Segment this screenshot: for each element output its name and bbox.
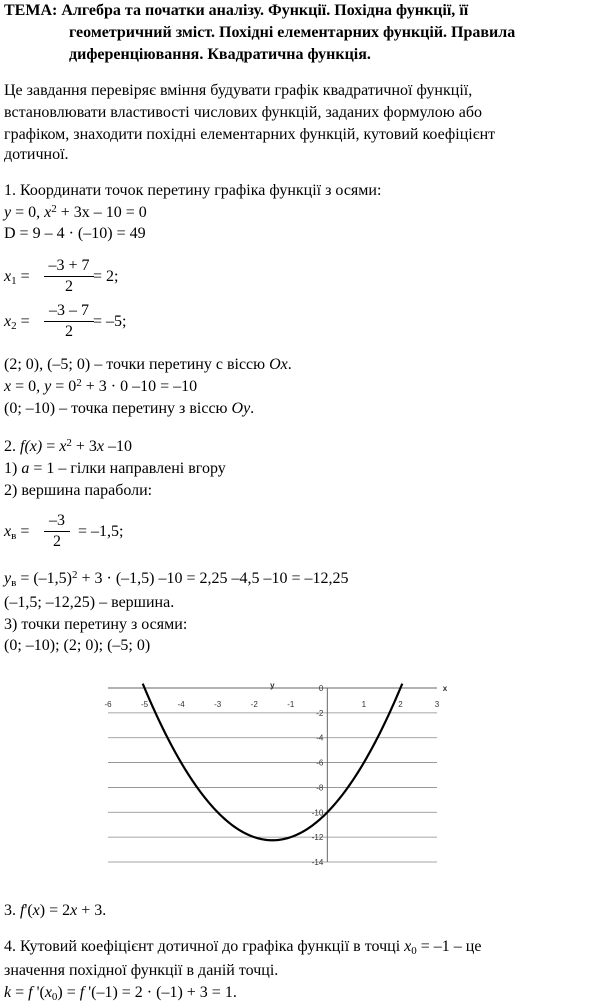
s2-item-1: 1) a = 1 – гілки направлені вгору bbox=[4, 460, 226, 477]
x-tick-label-1: -5 bbox=[140, 700, 149, 709]
chart-grid bbox=[108, 688, 437, 862]
xv-fraction: $\frac{-3}{2}$ bbox=[44, 512, 70, 551]
x-tick-label-4: -2 bbox=[250, 700, 258, 709]
chart-axes bbox=[108, 688, 437, 862]
intro-line-1: Це завдання перевіряє вміння будувати графік квадратичної функції, bbox=[4, 82, 473, 99]
topic-label: ТЕМА: bbox=[4, 2, 58, 19]
s1-equation: y = 0, $x^2 + 3x - 10 = 0$ bbox=[4, 203, 147, 221]
s3-derivative: 3. f'(x) = 2x + 3. bbox=[4, 902, 107, 919]
oy-point: (0; –10) – точка перетину з віссю Oy. bbox=[4, 400, 255, 417]
y-tick-label-5: -10 bbox=[311, 808, 324, 818]
yv-calc: $y_в = (-1,5)^2 + 3 \cdot (-1,5) -10 = 2,25$ –4,5 –10 = –12,25 bbox=[4, 569, 349, 589]
x-axis-label: x bbox=[442, 684, 448, 693]
x-tick-label-2: -4 bbox=[177, 700, 185, 709]
x1-result: = 2; bbox=[93, 268, 119, 285]
xv-result: = –1,5; bbox=[78, 523, 124, 540]
s2-item-2: 2) вершина параболи: bbox=[4, 482, 153, 499]
y-tick-label-7: -14 bbox=[311, 858, 324, 867]
xv-label: $x_в$ = bbox=[4, 523, 30, 542]
x-tick-label-3: -3 bbox=[214, 700, 222, 709]
y-axis-label: y bbox=[270, 681, 275, 690]
y-tick-label-4: -8 bbox=[316, 783, 324, 793]
s4-line-2: значення похідної функції в даній точці. bbox=[4, 962, 279, 979]
s4-line-3: k = f '$(x_0) = f$ '(–1) = 2 · (–1) + 3 = 1. bbox=[4, 984, 237, 1003]
s4-line-1: 4. Кутовий коефіцієнт дотичної до графіка функції в точці $x_0 = -1$ – це bbox=[4, 938, 482, 957]
x2-result: = –5; bbox=[93, 313, 127, 330]
y-tick-label-2: -4 bbox=[316, 733, 324, 743]
y-tick-label-1: -2 bbox=[316, 708, 324, 718]
x2-label: $x_2$ = bbox=[4, 313, 30, 332]
x1-label: $x_1$ = bbox=[4, 268, 30, 287]
x0-calc: x = 0, $y = 0^2 + 3 \cdot 0$ –10 = –10 bbox=[4, 377, 198, 395]
s2-title: 2. $f(x) = x^2 + 3x$ –10 bbox=[4, 437, 132, 455]
x-tick-label-5: -1 bbox=[287, 700, 295, 709]
x-tick-label-7: 1 bbox=[361, 700, 367, 709]
x2-fraction: $\frac{-3 - 7}{2}$ bbox=[44, 302, 94, 341]
s2-item-3-points: (0; –10); (2; 0); (–5; 0) bbox=[4, 637, 151, 654]
intro-line-4: дотичної. bbox=[4, 146, 69, 163]
x-tick-label-0: -6 bbox=[104, 700, 112, 709]
vertex-line: (–1,5; –12,25) – вершина. bbox=[4, 594, 175, 611]
parabola-chart bbox=[100, 680, 455, 875]
y-tick-label-6: -12 bbox=[311, 833, 324, 843]
topic-line-1: Алгебра та початки аналізу. Функції. Похідна функції, її bbox=[61, 2, 469, 19]
s1-discriminant: D = 9 – 4 · (–10) = 49 bbox=[4, 225, 146, 242]
y-tick-label-0: 0 bbox=[318, 684, 324, 693]
intro-line-3: графіком, знаходити похідні елементарних функцій, кутовий коефіцієнт bbox=[4, 126, 496, 143]
y-tick-label-3: -6 bbox=[316, 758, 324, 768]
x-tick-label-8: 2 bbox=[398, 700, 403, 709]
s1-title: 1. Координати точок перетину графіка функції з осями: bbox=[4, 182, 382, 199]
topic-line-2: геометричний зміст. Похідні елементарних функцій. Правила bbox=[69, 24, 516, 41]
topic-header bbox=[4, 2, 468, 20]
topic-line-3: диференціювання. Квадратична функція. bbox=[69, 46, 371, 63]
s2-item-3: 3) точки перетину з осями: bbox=[4, 616, 188, 633]
ox-points: (2; 0), (–5; 0) – точки перетину с віссю Ox. bbox=[4, 356, 292, 373]
x-tick-label-9: 3 bbox=[434, 700, 440, 709]
intro-line-2: встановлювати властивості числових функцій, заданих формулою або bbox=[4, 104, 482, 121]
x1-fraction: $\frac{-3 + 7}{2}$ bbox=[44, 257, 94, 296]
